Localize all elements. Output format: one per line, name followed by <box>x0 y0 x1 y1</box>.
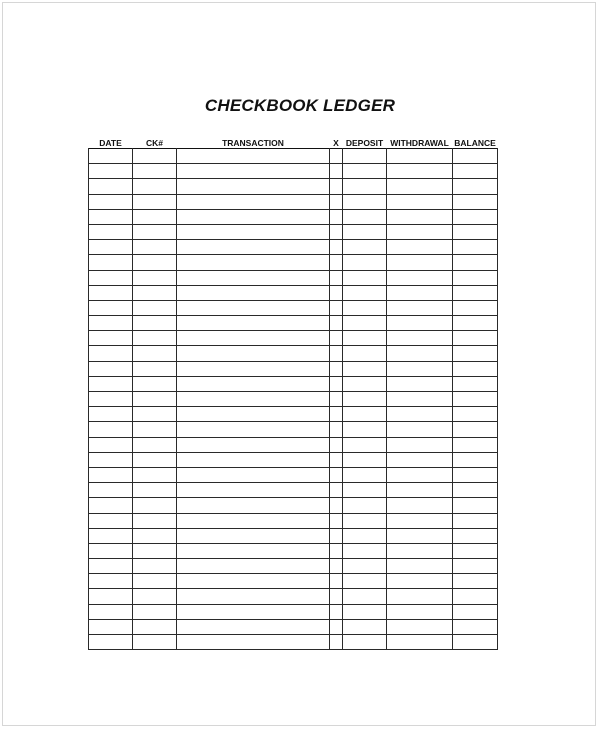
transaction-cell[interactable] <box>177 164 330 179</box>
withdrawal-cell[interactable] <box>387 300 453 315</box>
date-cell[interactable] <box>89 316 133 331</box>
balance-cell[interactable] <box>453 452 498 467</box>
withdrawal-cell[interactable] <box>387 635 453 650</box>
cleared-cell[interactable] <box>330 574 343 589</box>
transaction-cell[interactable] <box>177 316 330 331</box>
withdrawal-cell[interactable] <box>387 164 453 179</box>
cleared-cell[interactable] <box>330 240 343 255</box>
check-number-cell[interactable] <box>133 392 177 407</box>
date-cell[interactable] <box>89 149 133 164</box>
transaction-cell[interactable] <box>177 604 330 619</box>
cleared-cell[interactable] <box>330 559 343 574</box>
deposit-cell[interactable] <box>343 346 387 361</box>
transaction-cell[interactable] <box>177 361 330 376</box>
ledger-row <box>89 376 498 391</box>
ledger-row <box>89 331 498 346</box>
balance-cell[interactable] <box>453 392 498 407</box>
balance-cell[interactable] <box>453 604 498 619</box>
date-cell[interactable] <box>89 467 133 482</box>
deposit-cell[interactable] <box>343 255 387 270</box>
date-cell[interactable] <box>89 255 133 270</box>
cleared-cell[interactable] <box>330 376 343 391</box>
check-number-cell[interactable] <box>133 255 177 270</box>
transaction-cell[interactable] <box>177 635 330 650</box>
check-number-cell[interactable] <box>133 604 177 619</box>
date-cell[interactable] <box>89 513 133 528</box>
check-number-cell[interactable] <box>133 589 177 604</box>
withdrawal-cell[interactable] <box>387 194 453 209</box>
deposit-cell[interactable] <box>343 452 387 467</box>
cleared-cell[interactable] <box>330 635 343 650</box>
transaction-cell[interactable] <box>177 483 330 498</box>
column-header-transaction: TRANSACTION <box>222 138 284 148</box>
ledger-row <box>89 209 498 224</box>
balance-cell[interactable] <box>453 467 498 482</box>
withdrawal-cell[interactable] <box>387 376 453 391</box>
cleared-cell[interactable] <box>330 346 343 361</box>
check-number-cell[interactable] <box>133 240 177 255</box>
withdrawal-cell[interactable] <box>387 224 453 239</box>
balance-cell[interactable] <box>453 376 498 391</box>
check-number-cell[interactable] <box>133 422 177 437</box>
balance-cell[interactable] <box>453 437 498 452</box>
balance-cell[interactable] <box>453 316 498 331</box>
deposit-cell[interactable] <box>343 528 387 543</box>
check-number-cell[interactable] <box>133 376 177 391</box>
ledger-row <box>89 316 498 331</box>
balance-cell[interactable] <box>453 483 498 498</box>
date-cell[interactable] <box>89 300 133 315</box>
ledger-row <box>89 224 498 239</box>
balance-cell[interactable] <box>453 240 498 255</box>
transaction-cell[interactable] <box>177 285 330 300</box>
withdrawal-cell[interactable] <box>387 422 453 437</box>
withdrawal-cell[interactable] <box>387 361 453 376</box>
ledger-row <box>89 285 498 300</box>
cleared-cell[interactable] <box>330 361 343 376</box>
check-number-cell[interactable] <box>133 316 177 331</box>
cleared-cell[interactable] <box>330 467 343 482</box>
cleared-cell[interactable] <box>330 285 343 300</box>
ledger-row <box>89 467 498 482</box>
deposit-cell[interactable] <box>343 513 387 528</box>
ledger-row <box>89 528 498 543</box>
withdrawal-cell[interactable] <box>387 316 453 331</box>
deposit-cell[interactable] <box>343 619 387 634</box>
check-number-cell[interactable] <box>133 224 177 239</box>
document-title: CHECKBOOK LEDGER <box>204 96 396 115</box>
deposit-cell[interactable] <box>343 498 387 513</box>
balance-cell[interactable] <box>453 164 498 179</box>
transaction-cell[interactable] <box>177 376 330 391</box>
date-cell[interactable] <box>89 559 133 574</box>
balance-cell[interactable] <box>453 255 498 270</box>
ledger-header-row <box>89 135 498 149</box>
transaction-cell[interactable] <box>177 270 330 285</box>
date-cell[interactable] <box>89 528 133 543</box>
cleared-cell[interactable] <box>330 543 343 558</box>
deposit-cell[interactable] <box>343 589 387 604</box>
balance-cell[interactable] <box>453 361 498 376</box>
balance-cell[interactable] <box>453 619 498 634</box>
ledger-table <box>88 135 498 650</box>
deposit-cell[interactable] <box>343 240 387 255</box>
date-cell[interactable] <box>89 392 133 407</box>
date-cell[interactable] <box>89 194 133 209</box>
ledger-row <box>89 361 498 376</box>
cleared-cell[interactable] <box>330 407 343 422</box>
withdrawal-cell[interactable] <box>387 407 453 422</box>
transaction-cell[interactable] <box>177 209 330 224</box>
withdrawal-cell[interactable] <box>387 604 453 619</box>
column-header-withdrawal: WITHDRAWAL <box>390 138 449 148</box>
balance-cell[interactable] <box>453 300 498 315</box>
cleared-cell[interactable] <box>330 422 343 437</box>
transaction-cell[interactable] <box>177 452 330 467</box>
column-header-balance: BALANCE <box>454 138 496 148</box>
withdrawal-cell[interactable] <box>387 255 453 270</box>
ledger-row <box>89 483 498 498</box>
cleared-cell[interactable] <box>330 513 343 528</box>
transaction-cell[interactable] <box>177 422 330 437</box>
date-cell[interactable] <box>89 240 133 255</box>
ledger-row <box>89 513 498 528</box>
date-cell[interactable] <box>89 376 133 391</box>
ledger-row <box>89 619 498 634</box>
withdrawal-cell[interactable] <box>387 574 453 589</box>
cleared-cell[interactable] <box>330 179 343 194</box>
cleared-cell[interactable] <box>330 528 343 543</box>
balance-cell[interactable] <box>453 589 498 604</box>
date-cell[interactable] <box>89 452 133 467</box>
date-cell[interactable] <box>89 179 133 194</box>
transaction-cell[interactable] <box>177 437 330 452</box>
date-cell[interactable] <box>89 346 133 361</box>
deposit-cell[interactable] <box>343 316 387 331</box>
check-number-cell[interactable] <box>133 346 177 361</box>
ledger-row <box>89 149 498 164</box>
withdrawal-cell[interactable] <box>387 452 453 467</box>
transaction-cell[interactable] <box>177 346 330 361</box>
transaction-cell[interactable] <box>177 498 330 513</box>
withdrawal-cell[interactable] <box>387 589 453 604</box>
deposit-cell[interactable] <box>343 179 387 194</box>
cleared-cell[interactable] <box>330 164 343 179</box>
ledger-row <box>89 422 498 437</box>
balance-cell[interactable] <box>453 346 498 361</box>
check-number-cell[interactable] <box>133 559 177 574</box>
date-cell[interactable] <box>89 635 133 650</box>
column-header-check-number: CK# <box>145 138 163 148</box>
deposit-cell[interactable] <box>343 574 387 589</box>
cleared-cell[interactable] <box>330 270 343 285</box>
transaction-cell[interactable] <box>177 589 330 604</box>
balance-cell[interactable] <box>453 407 498 422</box>
check-number-cell[interactable] <box>133 361 177 376</box>
deposit-cell[interactable] <box>343 422 387 437</box>
ledger-row <box>89 270 498 285</box>
check-number-cell[interactable] <box>133 300 177 315</box>
transaction-cell[interactable] <box>177 513 330 528</box>
cleared-cell[interactable] <box>330 149 343 164</box>
ledger-row <box>89 194 498 209</box>
date-cell[interactable] <box>89 543 133 558</box>
check-number-cell[interactable] <box>133 270 177 285</box>
column-header-deposit: DEPOSIT <box>345 138 384 148</box>
deposit-cell[interactable] <box>343 543 387 558</box>
check-number-cell[interactable] <box>133 543 177 558</box>
withdrawal-cell[interactable] <box>387 270 453 285</box>
withdrawal-cell[interactable] <box>387 528 453 543</box>
withdrawal-cell[interactable] <box>387 513 453 528</box>
cleared-cell[interactable] <box>330 224 343 239</box>
withdrawal-cell[interactable] <box>387 543 453 558</box>
cleared-cell[interactable] <box>330 619 343 634</box>
cleared-cell[interactable] <box>330 589 343 604</box>
balance-cell[interactable] <box>453 574 498 589</box>
transaction-cell[interactable] <box>177 467 330 482</box>
balance-cell[interactable] <box>453 194 498 209</box>
deposit-cell[interactable] <box>343 376 387 391</box>
transaction-cell[interactable] <box>177 619 330 634</box>
withdrawal-cell[interactable] <box>387 467 453 482</box>
check-number-cell[interactable] <box>133 528 177 543</box>
ledger-row <box>89 452 498 467</box>
cleared-cell[interactable] <box>330 392 343 407</box>
cleared-cell[interactable] <box>330 300 343 315</box>
withdrawal-cell[interactable] <box>387 346 453 361</box>
deposit-cell[interactable] <box>343 635 387 650</box>
date-cell[interactable] <box>89 498 133 513</box>
transaction-cell[interactable] <box>177 331 330 346</box>
deposit-cell[interactable] <box>343 300 387 315</box>
ledger-row <box>89 437 498 452</box>
cleared-cell[interactable] <box>330 452 343 467</box>
check-number-cell[interactable] <box>133 285 177 300</box>
ledger-row <box>89 589 498 604</box>
deposit-cell[interactable] <box>343 224 387 239</box>
ledger-row <box>89 604 498 619</box>
transaction-cell[interactable] <box>177 574 330 589</box>
ledger-row <box>89 635 498 650</box>
withdrawal-cell[interactable] <box>387 179 453 194</box>
balance-cell[interactable] <box>453 149 498 164</box>
cleared-cell[interactable] <box>330 437 343 452</box>
ledger-row <box>89 240 498 255</box>
balance-cell[interactable] <box>453 422 498 437</box>
cleared-cell[interactable] <box>330 604 343 619</box>
check-number-cell[interactable] <box>133 574 177 589</box>
transaction-cell[interactable] <box>177 528 330 543</box>
check-number-cell[interactable] <box>133 498 177 513</box>
date-cell[interactable] <box>89 224 133 239</box>
withdrawal-cell[interactable] <box>387 331 453 346</box>
check-number-cell[interactable] <box>133 452 177 467</box>
transaction-cell[interactable] <box>177 392 330 407</box>
transaction-cell[interactable] <box>177 224 330 239</box>
withdrawal-cell[interactable] <box>387 483 453 498</box>
deposit-cell[interactable] <box>343 437 387 452</box>
date-cell[interactable] <box>89 619 133 634</box>
withdrawal-cell[interactable] <box>387 392 453 407</box>
ledger-body <box>89 149 498 650</box>
deposit-cell[interactable] <box>343 361 387 376</box>
cleared-cell[interactable] <box>330 331 343 346</box>
check-number-cell[interactable] <box>133 437 177 452</box>
deposit-cell[interactable] <box>343 467 387 482</box>
ledger-row <box>89 498 498 513</box>
column-header-date: DATE <box>99 138 122 148</box>
check-number-cell[interactable] <box>133 467 177 482</box>
check-number-cell[interactable] <box>133 635 177 650</box>
transaction-cell[interactable] <box>177 300 330 315</box>
check-number-cell[interactable] <box>133 149 177 164</box>
date-cell[interactable] <box>89 361 133 376</box>
date-cell[interactable] <box>89 407 133 422</box>
date-cell[interactable] <box>89 483 133 498</box>
transaction-cell[interactable] <box>177 149 330 164</box>
date-cell[interactable] <box>89 589 133 604</box>
deposit-cell[interactable] <box>343 194 387 209</box>
transaction-cell[interactable] <box>177 543 330 558</box>
ledger-row <box>89 255 498 270</box>
balance-cell[interactable] <box>453 543 498 558</box>
date-cell[interactable] <box>89 574 133 589</box>
ledger-row <box>89 300 498 315</box>
check-number-cell[interactable] <box>133 331 177 346</box>
date-cell[interactable] <box>89 437 133 452</box>
deposit-cell[interactable] <box>343 331 387 346</box>
transaction-cell[interactable] <box>177 194 330 209</box>
deposit-cell[interactable] <box>343 285 387 300</box>
transaction-cell[interactable] <box>177 255 330 270</box>
date-cell[interactable] <box>89 209 133 224</box>
ledger-row <box>89 346 498 361</box>
check-number-cell[interactable] <box>133 209 177 224</box>
withdrawal-cell[interactable] <box>387 240 453 255</box>
cleared-cell[interactable] <box>330 316 343 331</box>
deposit-cell[interactable] <box>343 149 387 164</box>
date-cell[interactable] <box>89 331 133 346</box>
transaction-cell[interactable] <box>177 179 330 194</box>
deposit-cell[interactable] <box>343 270 387 285</box>
check-number-cell[interactable] <box>133 179 177 194</box>
balance-cell[interactable] <box>453 528 498 543</box>
ledger-row <box>89 392 498 407</box>
deposit-cell[interactable] <box>343 407 387 422</box>
check-number-cell[interactable] <box>133 619 177 634</box>
balance-cell[interactable] <box>453 179 498 194</box>
date-cell[interactable] <box>89 164 133 179</box>
balance-cell[interactable] <box>453 635 498 650</box>
check-number-cell[interactable] <box>133 164 177 179</box>
ledger-row <box>89 543 498 558</box>
deposit-cell[interactable] <box>343 559 387 574</box>
withdrawal-cell[interactable] <box>387 498 453 513</box>
ledger-row <box>89 559 498 574</box>
ledger-row <box>89 164 498 179</box>
transaction-cell[interactable] <box>177 240 330 255</box>
ledger-row <box>89 179 498 194</box>
balance-cell[interactable] <box>453 224 498 239</box>
cleared-cell[interactable] <box>330 498 343 513</box>
balance-cell[interactable] <box>453 513 498 528</box>
check-number-cell[interactable] <box>133 407 177 422</box>
withdrawal-cell[interactable] <box>387 619 453 634</box>
cleared-cell[interactable] <box>330 483 343 498</box>
balance-cell[interactable] <box>453 559 498 574</box>
cleared-cell[interactable] <box>330 209 343 224</box>
withdrawal-cell[interactable] <box>387 285 453 300</box>
ledger-row <box>89 407 498 422</box>
date-cell[interactable] <box>89 604 133 619</box>
date-cell[interactable] <box>89 270 133 285</box>
column-header-cleared: X <box>333 138 339 148</box>
cleared-cell[interactable] <box>330 255 343 270</box>
deposit-cell[interactable] <box>343 604 387 619</box>
check-number-cell[interactable] <box>133 483 177 498</box>
balance-cell[interactable] <box>453 209 498 224</box>
ledger-row <box>89 574 498 589</box>
deposit-cell[interactable] <box>343 483 387 498</box>
withdrawal-cell[interactable] <box>387 149 453 164</box>
balance-cell[interactable] <box>453 498 498 513</box>
check-number-cell[interactable] <box>133 513 177 528</box>
check-number-cell[interactable] <box>133 194 177 209</box>
deposit-cell[interactable] <box>343 209 387 224</box>
date-cell[interactable] <box>89 285 133 300</box>
balance-cell[interactable] <box>453 331 498 346</box>
balance-cell[interactable] <box>453 285 498 300</box>
transaction-cell[interactable] <box>177 407 330 422</box>
withdrawal-cell[interactable] <box>387 559 453 574</box>
transaction-cell[interactable] <box>177 559 330 574</box>
deposit-cell[interactable] <box>343 392 387 407</box>
withdrawal-cell[interactable] <box>387 209 453 224</box>
withdrawal-cell[interactable] <box>387 437 453 452</box>
deposit-cell[interactable] <box>343 164 387 179</box>
date-cell[interactable] <box>89 422 133 437</box>
cleared-cell[interactable] <box>330 194 343 209</box>
balance-cell[interactable] <box>453 270 498 285</box>
